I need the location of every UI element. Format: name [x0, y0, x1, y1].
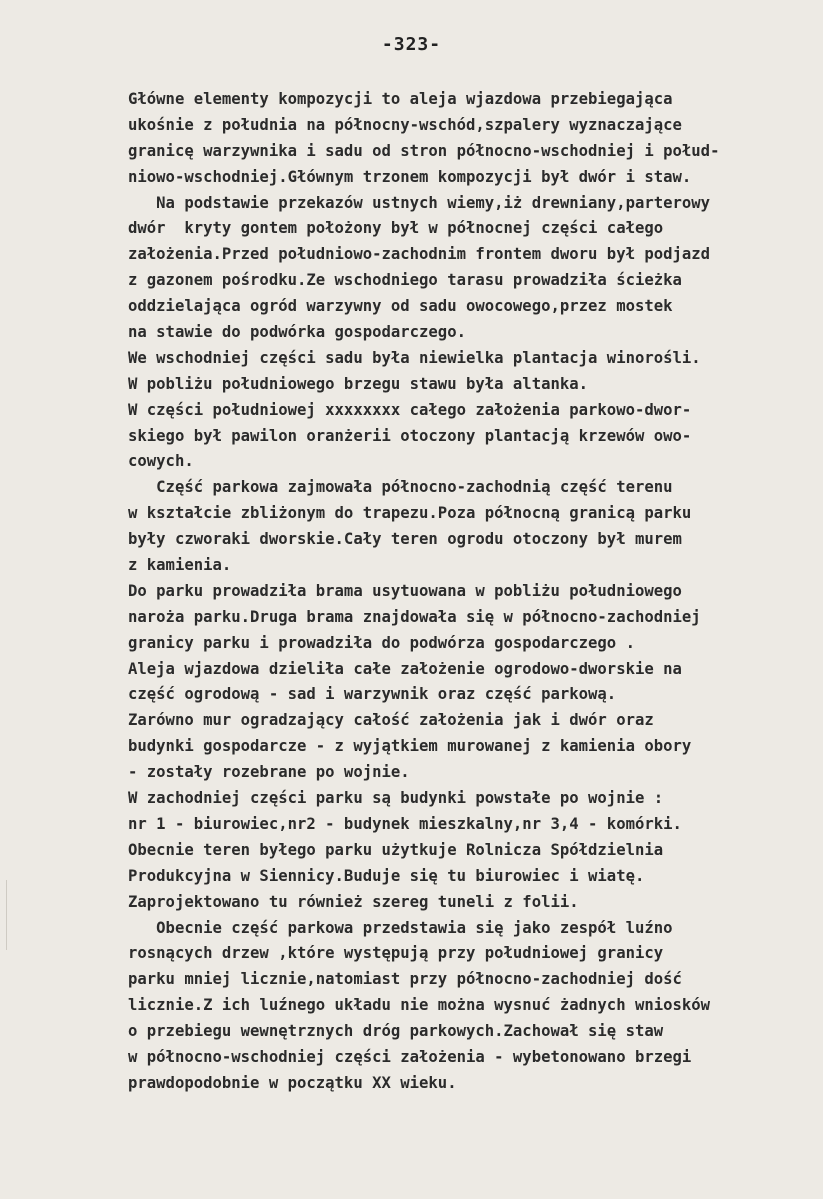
text-line: założenia.Przed południowo-zachodnim frontem dworu był podjazd: [128, 245, 711, 264]
text-line: o przebiegu wewnętrznych dróg parkowych.Zachował się staw: [128, 1022, 664, 1041]
text-line: granicę warzywnika i sadu od stron północno-wschodniej i połud-: [128, 141, 720, 160]
text-line: Obecnie teren byłego parku użytkuje Rolnicza Spółdzielnia: [128, 840, 664, 859]
text-line: w kształcie zbliżonym do trapezu.Poza północną granicą parku: [128, 504, 692, 523]
text-line: z gazonem pośrodku.Ze wschodniego tarasu prowadziła ścieżka: [128, 271, 682, 290]
text-line: skiego był pawilon oranżerii otoczony plantacją krzewów owo-: [128, 426, 692, 445]
text-line: ukośnie z południa na północny-wschód,szpalery wyznaczające: [128, 115, 682, 134]
text-line: część ogrodową - sad i warzywnik oraz część parkową.: [128, 685, 617, 704]
text-line: prawdopodobnie w początku XX wieku.: [128, 1073, 457, 1092]
text-line: granicy parku i prowadziła do podwórza gospodarczego .: [128, 633, 635, 652]
text-line: - zostały rozebrane po wojnie.: [128, 763, 410, 782]
text-line: w północno-wschodniej części założenia - wybetonowano brzegi: [128, 1047, 692, 1066]
text-line: Aleja wjazdowa dzieliła całe założenie ogrodowo-dworskie na: [128, 659, 682, 678]
text-line: W pobliżu południowego brzegu stawu była altanka.: [128, 374, 589, 393]
text-line: cowych.: [128, 452, 194, 471]
text-line: niowo-wschodniej.Głównym trzonem kompozycji był dwór i staw.: [128, 167, 692, 186]
text-line: parku mniej licznie,natomiast przy północno-zachodniej dość: [128, 970, 682, 989]
text-line: oddzielająca ogród warzywny od sadu owocowego,przez mostek: [128, 297, 673, 316]
margin-scratch: [6, 880, 7, 950]
text-line: Część parkowa zajmowała północno-zachodnią część terenu: [128, 478, 673, 497]
text-line: Zarówno mur ogradzający całość założenia jak i dwór oraz: [128, 711, 654, 730]
page-number: -323-: [381, 34, 442, 55]
text-line: budynki gospodarcze - z wyjątkiem murowanej z kamienia obory: [128, 737, 692, 756]
text-line: były czworaki dworskie.Cały teren ogrodu otoczony był murem: [128, 530, 682, 549]
text-line: z kamienia.: [128, 556, 232, 575]
text-line: nr 1 - biurowiec,nr2 - budynek mieszkalny,nr 3,4 - komórki.: [128, 814, 682, 833]
text-line: We wschodniej części sadu była niewielka plantacja winorośli.: [128, 348, 701, 367]
text-line: W części południowej xxxxxxxx całego założenia parkowo-dwor-: [128, 400, 692, 419]
text-line: rosnących drzew ,które występują przy południowej granicy: [128, 944, 664, 963]
text-line: Produkcyjna w Siennicy.Buduje się tu biurowiec i wiatę.: [128, 866, 645, 885]
text-line: na stawie do podwórka gospodarczego.: [128, 323, 466, 342]
typed-text-body: [128, 87, 808, 1097]
text-line: naroża parku.Druga brama znajdowała się w północno-zachodniej: [128, 607, 701, 626]
text-line: dwór kryty gontem położony był w północnej części całego: [128, 219, 664, 238]
text-line: W zachodniej części parku są budynki powstałe po wojnie :: [128, 789, 664, 808]
text-line: Zaprojektowano tu również szereg tuneli z folii.: [128, 892, 579, 911]
text-line: Do parku prowadziła brama usytuowana w pobliżu południowego: [128, 581, 682, 600]
text-line: Główne elementy kompozycji to aleja wjazdowa przebiegająca: [128, 90, 673, 108]
text-line: Obecnie część parkowa przedstawia się jako zespół luźno: [128, 918, 673, 937]
text-line: licznie.Z ich luźnego układu nie można wysnuć żadnych wniosków: [128, 996, 711, 1015]
text-line: Na podstawie przekazów ustnych wiemy,iż drewniany,parterowy: [128, 193, 711, 212]
